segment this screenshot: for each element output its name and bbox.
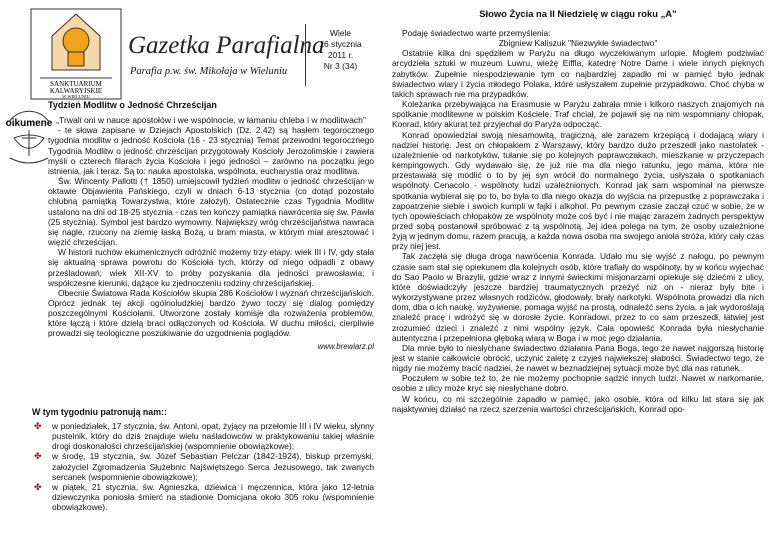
oikumene-logo (6, 104, 52, 196)
week-quote: „Trwali oni w nauce apostołów i we wspólnocie, w łamaniu chleba i w modlitwach” (56, 115, 366, 126)
week-heading: Tydzień Modlitw o Jedność Chrześcijan (48, 100, 217, 110)
testimony-article (392, 28, 764, 414)
logo-text-3: W WIELUNIU (62, 94, 90, 99)
week-of-prayer-article (48, 100, 374, 352)
testimony-paragraph: Konrad opowiedział swoją niesamowitą, tragiczną, ale zarazem krzepiącą i dodającą wiary i nadziei historię. Jest on chłopakiem z Warszawy, który bardzo dużo przeszedł jako nastolatek - uzależnienie od narkotyków, tułanie się po kolejnych poprawczakach, mieszkanie w przyczepach kempingowych. Gdy wydawało się, że już nie ma dla niego ratunku, jego mama, która nie przestawała się modlić o to by jej syn wrócił do normalnego życia, usłyszała o spotkaniach wspólnoty Cenacolo - wspólnoty ludzi uzależnionych. Konrad jak sam wspominał na pierwsze spotkania wybierał się po to, bo była to dla niego okazja do wyjścia na przepustkę z poprawczaka i zapoatrzenie siebie i swoich kumpli w fajki i alkohol. Po pewnym czasie zaczął czuć w sobie, że w tych opowieściach chłopaków ze wspólnoty może coś być i nie mając zarazem żadnych perspektyw przed sobą postanowił spróbować z tą wspólnotą. Jej idea polega na tym, że osoby uzależnione żyją w jednym domu, razem pracują, a każda nowa osoba ma swojego anioła stróża, który cały czas przy niej jest. (392, 129, 764, 252)
issue-info (305, 24, 375, 86)
sunday-word-title: Słowo Życia na II Niedzielę w ciągu roku „A” (479, 8, 677, 19)
intro: Podaję świadectwo warte przemyślenia: (402, 28, 551, 38)
testimony-paragraph: Ostatnie kilka dni spędziłem w Paryżu na długo wyczekiwanym urlopie. Mogłem podziwiać arcydzieła sztuki w muzeum Luwru, wieżę Eiffla, katedrę Notre Dame i wiele innych pięknych zabytków. Żupełnie niespodziewanie tym co najbardziej zapadło mi w pamięć było jednak świadectwo wiary i życia młodego Polaka, które usłyszałem zupełnie przypadkowo. Choć chyba w takich sprawach nie ma przypadków. (392, 48, 764, 99)
oikumene-text: oikumene (6, 118, 52, 129)
list-item (32, 421, 374, 451)
byline: Zbigniew Kaliszuk "Niezwykłe świadectwo" (498, 38, 658, 49)
testimony-paragraph: W końcu, co mi szczególnie zapadło w pamięć, jako osobie, która od kilku lat stara się jak najaktywniej działać na rzecz szerzenia wartości chrześcijańskich, Konrad opo- (392, 393, 764, 414)
testimony-paragraph: Poczułem w sobie też to, że nie możemy pochopnie sądzić innych ludzi. Nawet w narkomanie, osobie z ulicy może kryć się niesłychane dobro. (392, 373, 764, 394)
week-paragraph-3: W historii ruchów ekumenicznych odróżnić możemy trzy etapy: wiek III i IV, gdy stała się aktualną sprawa powrotu do Kościoła tych, którzy od niego odpadli z obawy prześladowań; wiek XII-XV to próby pozyskania dla jedności prawosławia; i współczesne kierunki, dążące ku zjednoczeniu rodziny chrześcijańskiej. (48, 247, 374, 288)
patron-list (32, 421, 374, 512)
ornament-bullet-icon: ✤ (34, 451, 42, 462)
list-item (32, 482, 374, 512)
logo-text-2: KALWARYJSKIE (49, 87, 103, 95)
issue-line-1: Wiele (329, 28, 352, 38)
sanctuary-logo (30, 8, 122, 100)
right-page (392, 0, 764, 543)
article-source: www.brewiarz.pl (317, 341, 374, 351)
masthead-subtitle: Parafia p.w. św. Mikołaja w Wieluniu (130, 66, 288, 77)
week-paragraph-1: - te słowa zapisane w Dziejach Apostolskich (Dz. 2.42) są hasłem tegorocznego tygodnia modlitw o jedność Kościoła (16 - 23 stycznia) Temat przewodni tegorocznego Tygodnia Modlitw o jedność chrześcijan przygotowały Kościoły Jerozolimskie i zawiera myśli o czterech filarach życia Kościoła i jego jedności – zarówno na początku jego istnienia, jak i teraz. Są to: nauka apostolska, wspólnota, eucharystia oraz modlitwa. (48, 125, 374, 176)
logo-text-1: SANKTUARIUM (50, 80, 102, 88)
patron-item: w środę, 19 stycznia, św. Józef Sebastian Pelczar (1842-1924), biskup przemyski, założyciel Zgromadzenia Służebnic Najświętszego Serca Jezusowego, tak zwanych sercanek (wspomnienie obowiązkowe); (52, 451, 374, 482)
list-item (32, 451, 374, 481)
issue-line-4: Nr 3 (34) (323, 61, 358, 71)
testimony-paragraph: Koleżanka przebywająca na Erasmusie w Paryżu zabrała mnie i kilkoro naszych znajomych na spotkanie modlitewne w polskim Kościele. Traf chciał, że pojawił się na nim wspomniany chłopak, Konrad, który akurat też przyjechał do Paryża odpocząć. (392, 99, 764, 130)
issue-line-2: 16 stycznia (319, 39, 362, 49)
issue-line-3: 2011 r. (327, 50, 354, 60)
masthead (30, 8, 375, 100)
patron-item: w poniedziałek, 17 stycznia, św. Antoni, opat, żyjący na przełomie III i IV wieku, słynny pustelnik, który do dziś znajduje wielu naśladowców w praktykowaniu takiej właśnie drogi doskonałości chrześcijańskiej (wspomnienie obowiązkowe); (52, 421, 374, 452)
ornament-bullet-icon: ✤ (34, 421, 42, 431)
week-paragraph-2: Św. Wincenty Pallotti († 1850) umiejscowił tydzień modlitw o jedność chrześcijan w oktawie Objawienia Pańskiego, czyli w dniach 6-13 stycznia (co dotąd pozostało chlubną pamiątką Towarzystwa, które założył). Ostatecznie czas Tygodnia Modlitw ustalono na dni od 18-25 stycznia - czas ten kończy pamiątka nawrócenia się św. Pawła (25 stycznia). Symbol jest bardzo wymowny. Największy wróg chrześcijaństwa nawraca się nagle, rzucony na ziemię łaską Bożą, u bram miasta, w którym miał aresztować i więzić chrześcijan. (48, 176, 374, 248)
testimony-paragraph: Tak zaczęła się długa droga nawrócenia Konrada. Udało mu się wyjść z nałogu, po pewnym czasie sam stał się opiekunem dla kolejnych osób, które trafiały do wspólnoty, by w końcu wyjechać do Sao Paolo w Brazylii, gdzie wraz z innymi świeckimi misjonarzami opiekuje się dziećmi z ulicy, które doświadczyły jeszcze bardziej traumatycznych przeżyć niż on - nieraz były bite i wykorzystywane przez własnych rodziców, głodowały, brały narkotyki. Wspólnota prowadzi dla nich dom, dba o ich naukę, wyżywienie, pomaga wyjść na prostą, odnaleźć sens życia, a jak wydoroślają znaleźć pracę i wdrożyć się w dorosłe życie. Konradowi, przez to co sam przeszedł, łatwiej jest zrozumieć dzieci i znaleźć z nimi wspólny język. Cała opowieść Konrada była niesłychanie autentyczna i przepełniona głęboką wiarą w Boga i w moc jego działania. (392, 251, 764, 343)
testimony-paragraph: Dla mnie było to niesłychane świadectwo działania Pana Boga, tego że nawet najgorszą historię jest w stanie całkowicie obrócić, uczynić zaletę z czyjeś najwiekszej słabości. Świadectwo tego, że nigdy nie możemy tracić nadziei, że nawet w beznadziejnej sytuacji może być dla nas ratunek. (392, 342, 764, 374)
ornament-bullet-icon: ✤ (34, 481, 42, 492)
patrons-heading: W tym tygodniu patronują nam:: (32, 407, 167, 417)
masthead-title: Gazetka Parafialna (128, 32, 325, 59)
week-paragraph-4: Obecnie Światowa Rada Kościołów skupia 286 Kościołów i wyznań chrześcijańskich. Oprócz jednak tej akcji ogólnoludzkiej bardzo żywo toczy się dialog pomiędzy poszczególnymi Kościołami. Utworzone zostały komisje dla rozważenia problemów, które łączą i które dzielą braci odłączonych od Kościoła. W duchu miłości, cierpliwie prowadzi się teologiczne poszukiwanie do uzgodnienia poglądów. (48, 287, 374, 339)
patron-item: w piątek, 21 stycznia, św. Agnieszka, dziewica i męczennica, która jako 12-letnia dziewczynka poniosła śmierć na stadionie Domicjana około 305 roku (wspomnienie obowiązkowe). (52, 481, 374, 513)
